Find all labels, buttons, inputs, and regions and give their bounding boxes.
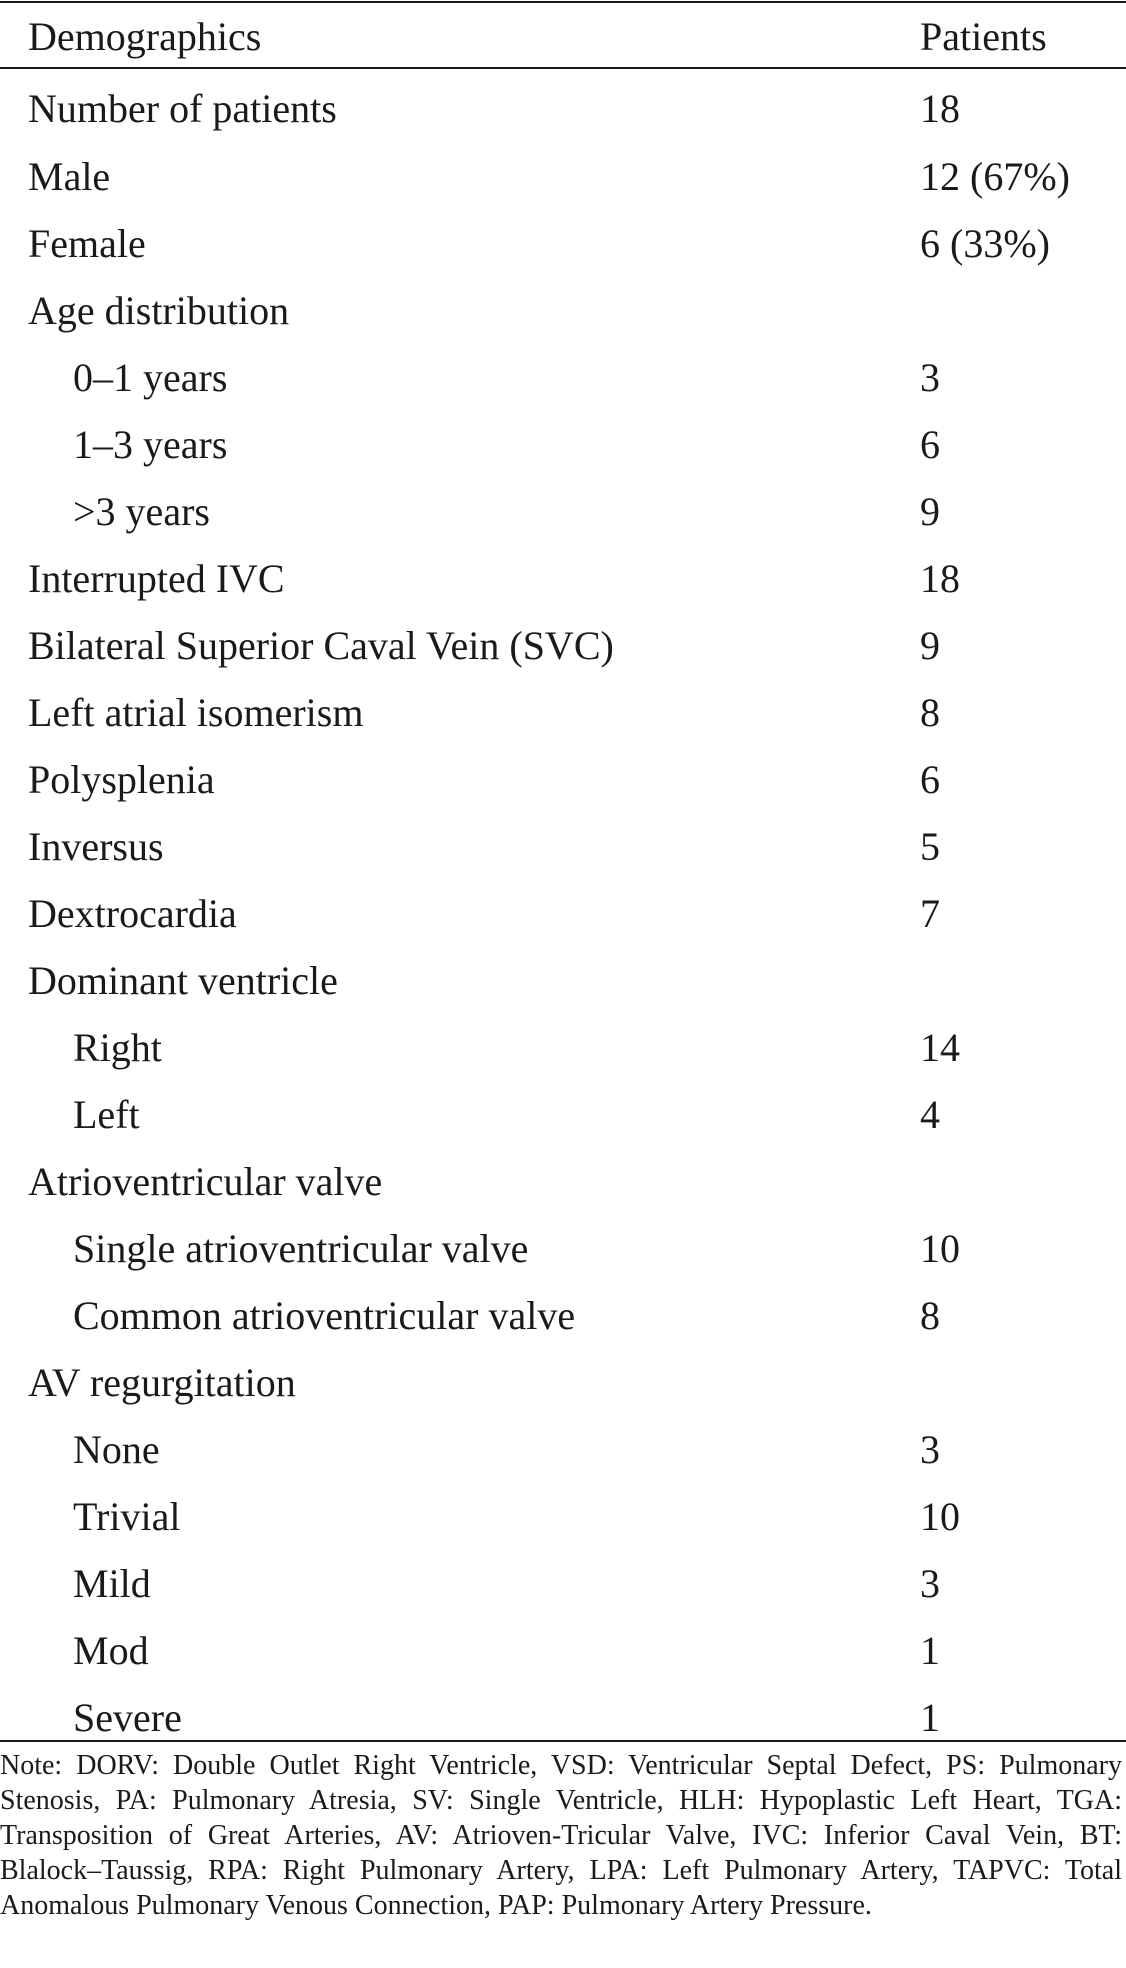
row-value: 8 — [920, 690, 940, 735]
row-value: 9 — [920, 623, 940, 668]
row-label: Common atrioventricular valve — [73, 1293, 576, 1338]
table-row — [0, 210, 1126, 277]
table-row — [0, 1215, 1126, 1282]
row-label: Atrioventricular valve — [28, 1159, 383, 1204]
row-label: AV regurgitation — [28, 1360, 296, 1405]
table-row — [0, 1014, 1126, 1081]
row-label: None — [73, 1427, 160, 1472]
table-header-row — [0, 0, 1126, 68]
row-value — [920, 277, 1126, 344]
row-value: 12 (67%) — [920, 154, 1070, 199]
row-label: Trivial — [73, 1494, 181, 1539]
row-label: Right — [73, 1025, 162, 1070]
table-body — [0, 68, 1126, 1751]
table-row — [0, 1081, 1126, 1148]
row-label: Dominant ventricle — [28, 958, 338, 1003]
table-row — [0, 1550, 1126, 1617]
row-value — [920, 947, 1126, 1014]
row-label: Single atrioventricular valve — [73, 1226, 529, 1271]
table-row — [0, 68, 1126, 143]
row-label: Bilateral Superior Caval Vein (SVC) — [28, 623, 614, 668]
row-value: 1 — [920, 1695, 940, 1740]
table-row — [0, 143, 1126, 210]
row-label: Female — [28, 221, 146, 266]
row-label: Mod — [73, 1628, 149, 1673]
row-value: 3 — [920, 1561, 940, 1606]
table-row — [0, 612, 1126, 679]
row-label: Polysplenia — [28, 757, 215, 802]
header-demographics: Demographics — [28, 13, 262, 59]
table-row — [0, 1617, 1126, 1684]
row-value: 5 — [920, 824, 940, 869]
row-value: 18 — [920, 556, 960, 601]
table-row — [0, 947, 1126, 1014]
table-row — [0, 1416, 1126, 1483]
row-value — [920, 1148, 1126, 1215]
row-value — [920, 1349, 1126, 1416]
row-label: Left — [73, 1092, 140, 1137]
table-row — [0, 1483, 1126, 1550]
table-row — [0, 880, 1126, 947]
row-label: 1–3 years — [73, 422, 228, 467]
row-value: 3 — [920, 355, 940, 400]
row-value: 14 — [920, 1025, 960, 1070]
row-value: 6 — [920, 422, 940, 467]
row-value: 6 — [920, 757, 940, 802]
table-row — [0, 545, 1126, 612]
row-value: 9 — [920, 489, 940, 534]
row-label: Severe — [73, 1695, 182, 1740]
row-label: 0–1 years — [73, 355, 228, 400]
row-label: Number of patients — [28, 86, 337, 131]
row-label: Male — [28, 154, 111, 199]
row-label: Mild — [73, 1561, 151, 1606]
table-row — [0, 1349, 1126, 1416]
row-value: 6 (33%) — [920, 221, 1050, 266]
row-value: 10 — [920, 1494, 960, 1539]
table-row — [0, 813, 1126, 880]
row-value: 8 — [920, 1293, 940, 1338]
row-label: Age distribution — [28, 288, 290, 333]
table-row — [0, 344, 1126, 411]
row-value: 3 — [920, 1427, 940, 1472]
row-label: Interrupted IVC — [28, 556, 285, 601]
row-value: 18 — [920, 86, 960, 131]
table-footnote: Note: DORV: Double Outlet Right Ventricle, VSD: Ventricular Septal Defect, PS: Pulmonary Stenosis, PA: Pulmonary Atresia, SV: Single Ventricle, HLH: Hypoplastic Left Heart, TGA: Transposition of Great Arteries, AV: Atrioven-Tricular Valve, IVC: Inferior Caval Vein, BT: Blalock–Taussig, RPA: Right Pulmonary Artery, LPA: Left Pulmonary Artery, TAPVC: Total Anomalous Pulmonary Venous Connection, PAP: Pulmonary Artery Pressure. — [0, 1750, 1122, 1921]
table-row — [0, 478, 1126, 545]
table-row — [0, 411, 1126, 478]
row-label: Dextrocardia — [28, 891, 237, 936]
header-patients: Patients — [920, 13, 1047, 59]
row-label: Inversus — [28, 824, 164, 869]
row-label: >3 years — [73, 489, 210, 534]
row-value: 10 — [920, 1226, 960, 1271]
row-value: 1 — [920, 1628, 940, 1673]
table-bottom-rule — [0, 1740, 1126, 1742]
row-value: 4 — [920, 1092, 940, 1137]
table-row — [0, 1148, 1126, 1215]
table-row — [0, 746, 1126, 813]
table-row — [0, 679, 1126, 746]
table-row — [0, 277, 1126, 344]
row-value: 7 — [920, 891, 940, 936]
table-row — [0, 1282, 1126, 1349]
row-label: Left atrial isomerism — [28, 690, 364, 735]
